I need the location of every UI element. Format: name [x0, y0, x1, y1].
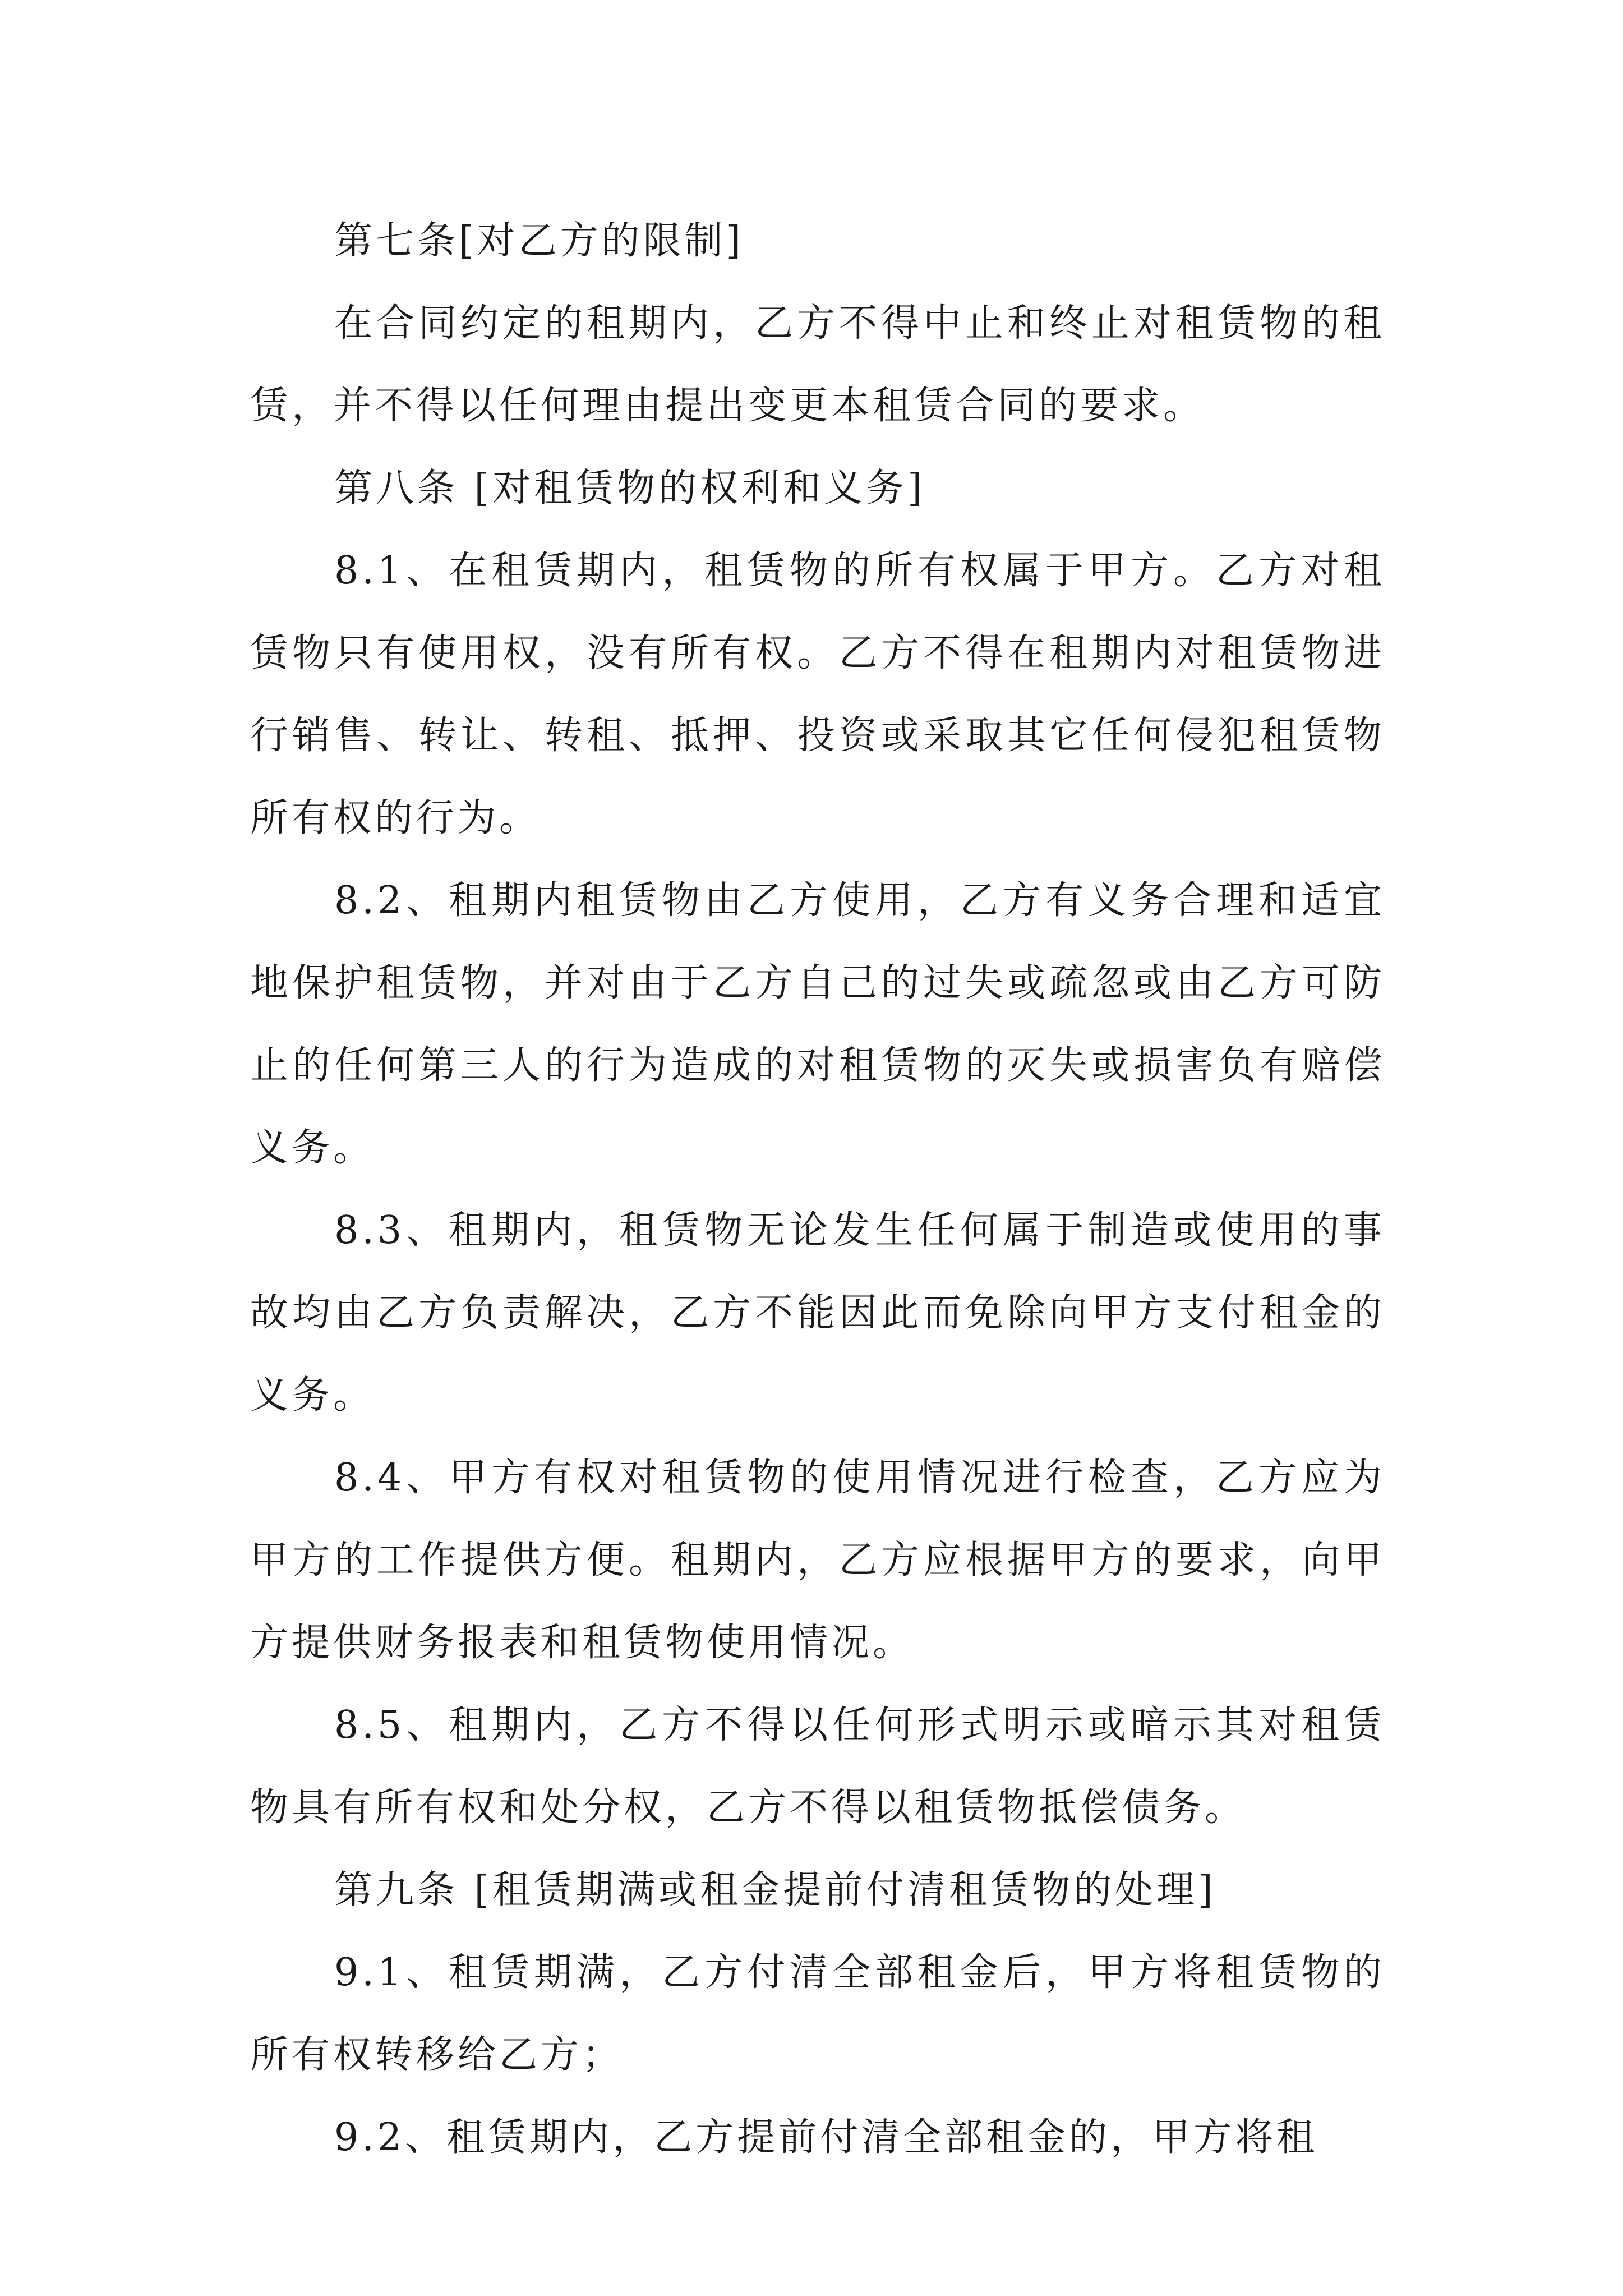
clause-8-2: 8.2、租期内租赁物由乙方使用，乙方有义务合理和适宜地保护租赁物，并对由于乙方自己的过失或疏忽或由乙方可防止的任何第三人的行为造成的对租赁物的灭失或损害负有赔偿义务。 [250, 878, 1385, 1170]
article-7-text: 在合同约定的租期内，乙方不得中止和终止对租赁物的租赁，并不得以任何理由提出变更本租赁合同的要求。 [250, 301, 1385, 428]
clause-9-2: 9.2、租赁期内，乙方提前付清全部租金的，甲方将租 [334, 2115, 1318, 2160]
article-8-heading: 第八条 [对租赁物的权利和义务] [334, 466, 926, 510]
clause-8-5: 8.5、租期内，乙方不得以任何形式明示或暗示其对租赁物具有所有权和处分权，乙方不得以租赁物抵偿债务。 [250, 1703, 1385, 1830]
article-9-heading: 第九条 [租赁期满或租金提前付清租赁物的处理] [334, 1868, 1216, 1912]
document-body [250, 200, 1385, 2179]
article-7-heading: 第七条[对乙方的限制] [334, 219, 745, 263]
clause-9-1: 9.1、租赁期满，乙方付清全部租金后，甲方将租赁物的所有权转移给乙方； [250, 1950, 1385, 2077]
clause-8-3: 8.3、租期内，租赁物无论发生任何属于制造或使用的事故均由乙方负责解决，乙方不能因此而免除向甲方支付租金的义务。 [250, 1208, 1385, 1418]
clause-8-1: 8.1、在租赁期内，租赁物的所有权属于甲方。乙方对租赁物只有使用权，没有所有权。乙方不得在租期内对租赁物进行销售、转让、转租、抵押、投资或采取其它任何侵犯租赁物所有权的行为。 [250, 549, 1385, 840]
clause-8-4: 8.4、甲方有权对租赁物的使用情况进行检查，乙方应为甲方的工作提供方便。租期内，乙方应根据甲方的要求，向甲方提供财务报表和租赁物使用情况。 [250, 1456, 1385, 1665]
